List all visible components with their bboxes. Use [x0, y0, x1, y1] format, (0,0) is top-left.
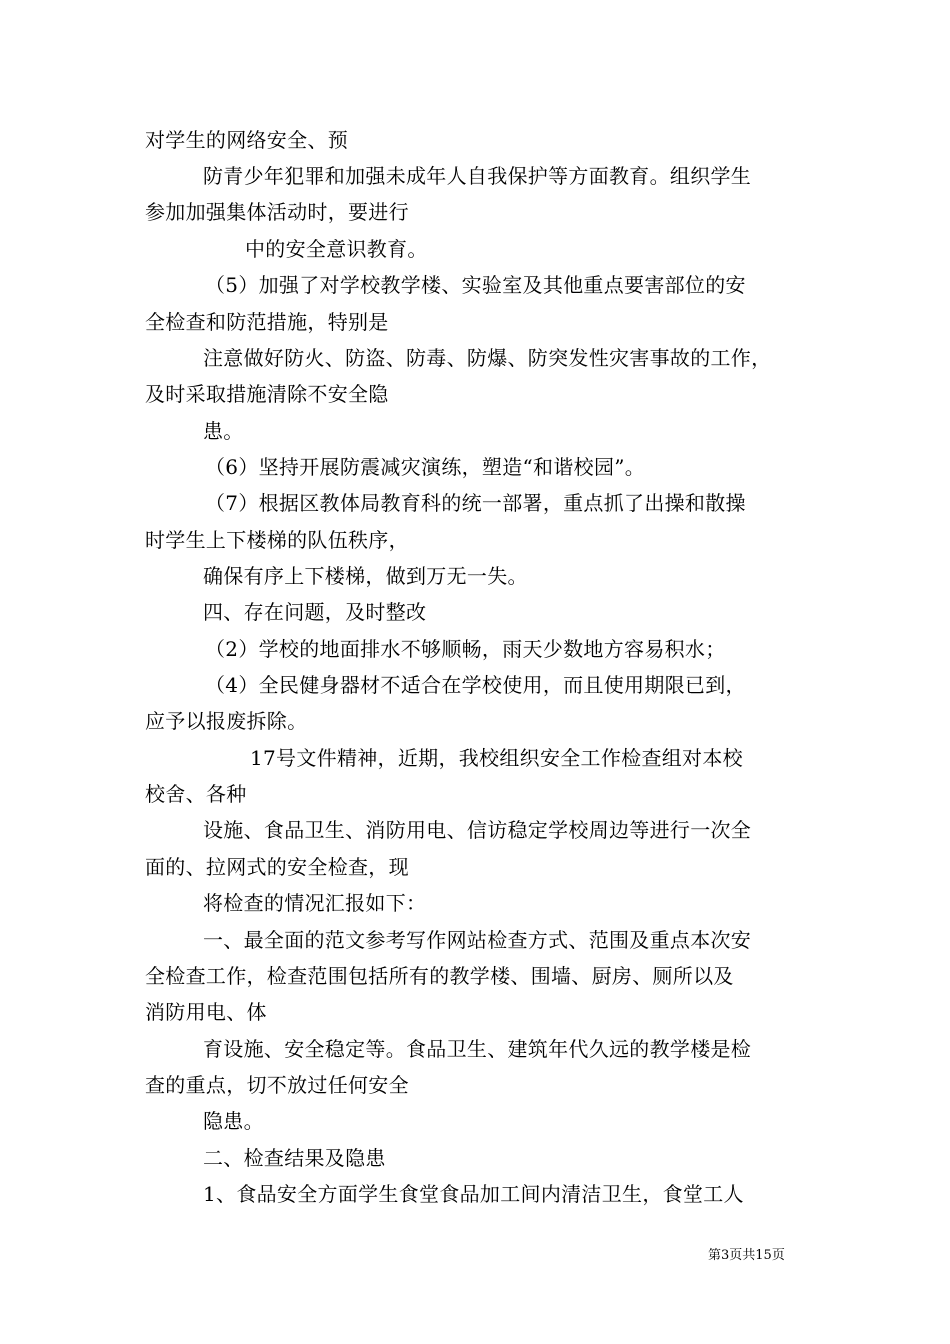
paragraph-line: 对学生的网络安全、预 [145, 128, 348, 152]
paragraph-line: 17号文件精神，近期，我校组织安全工作检查组对本校 [250, 746, 743, 770]
paragraph-line: （7）根据区教体局教育科的统一部署，重点抓了出操和散操 [205, 491, 746, 515]
paragraph-line: 应予以报废拆除。 [145, 709, 308, 733]
paragraph-line: （4）全民健身器材不适合在学校使用，而且使用期限已到， [205, 673, 746, 697]
paragraph-line: 患。 [203, 419, 244, 443]
paragraph-line: 育设施、安全稳定等。食品卫生、建筑年代久远的教学楼是检 [203, 1037, 752, 1061]
section-heading: 二、检查结果及隐患 [203, 1146, 386, 1170]
paragraph-line: （5）加强了对学校教学楼、实验室及其他重点要害部位的安 [205, 273, 746, 297]
paragraph-line: 注意做好防火、防盗、防毒、防爆、防突发性灾害事故的工作， [203, 346, 772, 370]
paragraph-line: 消防用电、体 [145, 1000, 267, 1024]
paragraph-line: 面的、拉网式的安全检查，现 [145, 855, 409, 879]
section-heading: 四、存在问题，及时整改 [203, 600, 427, 624]
paragraph-line: 参加加强集体活动时，要进行 [145, 200, 409, 224]
section-heading: 一、最全面的范文参考写作网站检查方式、范围及重点本次安 [203, 928, 752, 952]
paragraph-line: 及时采取措施清除不安全隐 [145, 382, 389, 406]
paragraph-line: 防青少年犯罪和加强未成年人自我保护等方面教育。组织学生 [203, 164, 752, 188]
paragraph-line: 将检查的情况汇报如下： [203, 891, 427, 915]
paragraph-line: 全检查和防范措施，特别是 [145, 310, 389, 334]
paragraph-line: 隐患。 [203, 1109, 264, 1133]
paragraph-line: （2）学校的地面排水不够顺畅，雨天少数地方容易积水； [205, 637, 726, 661]
paragraph-line: 1、食品安全方面学生食堂食品加工间内清洁卫生，食堂工人 [203, 1182, 744, 1206]
paragraph-line: 中的安全意识教育。 [245, 237, 428, 261]
page-number: 第3页共15页 [708, 1248, 785, 1263]
paragraph-line: 校舍、各种 [145, 782, 247, 806]
paragraph-line: 确保有序上下楼梯，做到万无一失。 [203, 564, 528, 588]
paragraph-line: 查的重点，切不放过任何安全 [145, 1073, 409, 1097]
paragraph-line: 全检查工作，检查范围包括所有的教学楼、围墙、厨房、厕所以及 [145, 964, 734, 988]
paragraph-line: （6）坚持开展防震减灾演练，塑造“和谐校园”。 [205, 455, 646, 479]
paragraph-line: 设施、食品卫生、消防用电、信访稳定学校周边等进行一次全 [203, 818, 752, 842]
paragraph-line: 时学生上下楼梯的队伍秩序， [145, 528, 409, 552]
